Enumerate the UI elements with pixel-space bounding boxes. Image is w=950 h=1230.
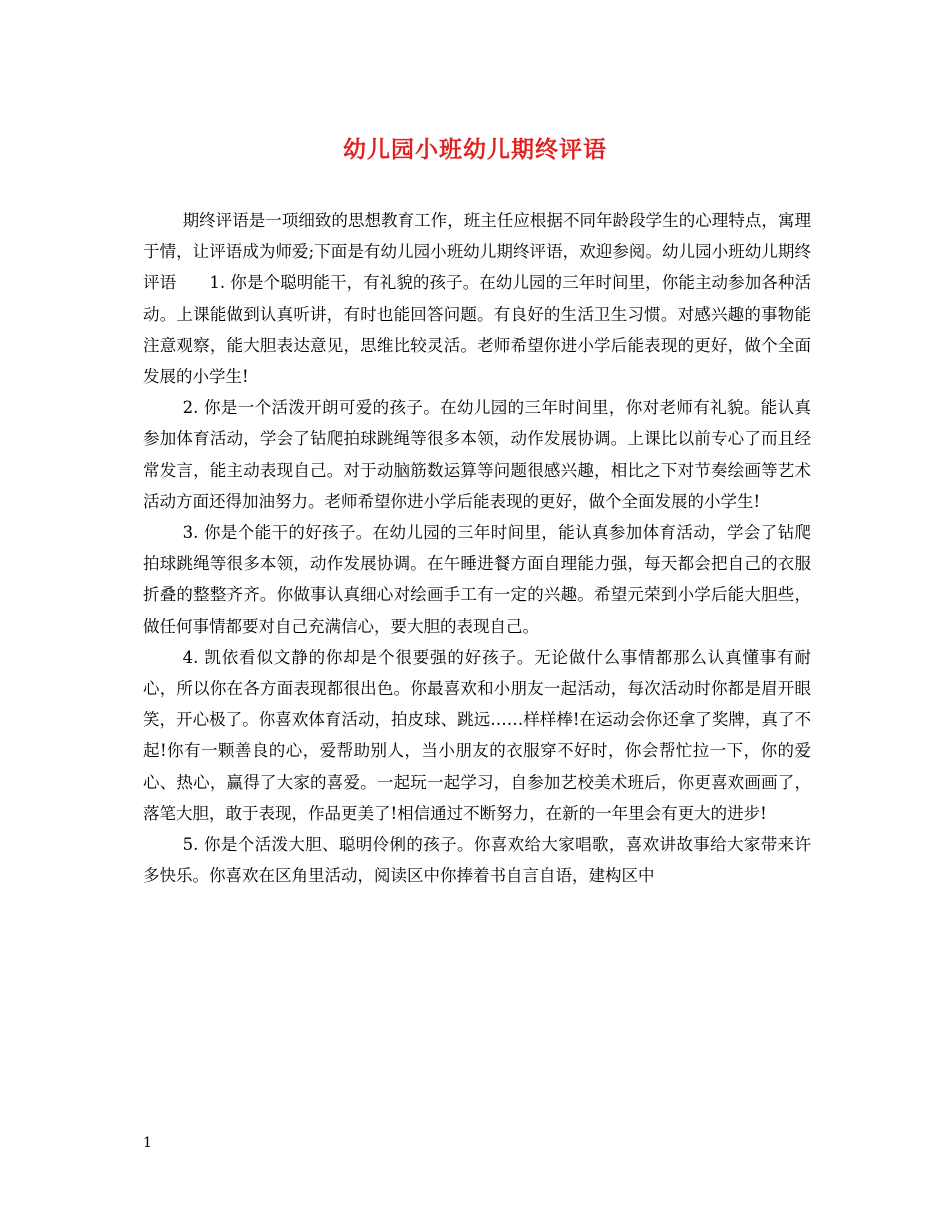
page-title: 幼儿园小班幼儿期终评语 <box>343 136 607 163</box>
paragraph-comment-5: 5. 你是个活泼大胆、聪明伶俐的孩子。你喜欢给大家唱歌，喜欢讲故事给大家带来许多快乐。你喜欢在区角里活动，阅读区中你捧着书自言自语，建构区中 <box>143 835 811 886</box>
paragraph-comment-2: 2. 你是一个活泼开朗可爱的孩子。在幼儿园的三年时间里，你对老师有礼貌。能认真参加体育活动，学会了钻爬拍球跳绳等很多本领，动作发展协调。上课比以前专心了而且经常发言，能主动表现自己。对于动脑筋数运算等问题很感兴趣，相比之下对节奏绘画等艺术活动方面还得加油努力。老师希望你进小学后能表现的更好，做个全面发展的小学生! <box>143 398 811 511</box>
paragraph-comment-3: 3. 你是个能干的好孩子。在幼儿园的三年时间里，能认真参加体育活动，学会了钻爬拍球跳绳等很多本领，动作发展协调。在午睡进餐方面自理能力强，每天都会把自己的衣服折叠的整整齐齐。你做事认真细心对绘画手工有一定的兴趣。希望元荣到小学后能大胆些，做任何事情都要对自己充满信心，要大胆的表现自己。 <box>143 523 811 636</box>
paragraph-comment-4: 4. 凯依看似文静的你却是个很要强的好孩子。无论做什么事情都那么认真懂事有耐心，所以你在各方面表现都很出色。你最喜欢和小朋友一起活动，每次活动时你都是眉开眼笑，开心极了。你喜欢体育活动，拍皮球、跳远……样样棒!在运动会你还拿了奖牌，真了不起!你有一颗善良的心，爱帮助别人，当小朋友的衣服穿不好时，你会帮忙拉一下，你的爱心、热心，赢得了大家的喜爱。一起玩一起学习，自参加艺校美术班后，你更喜欢画画了，落笔大胆，敢于表现，作品更美了!相信通过不断努力，在新的一年里会有更大的进步! <box>143 647 811 823</box>
paragraph-intro: 期终评语是一项细致的思想教育工作，班主任应根据不同年龄段学生的心理特点，寓理于情，让评语成为师爱;下面是有幼儿园小班幼儿期终评语，欢迎参阅。幼儿园小班幼儿期终评语 1. 你是个聪明能干，有礼貌的孩子。在幼儿园的三年时间里，你能主动参加各种活动。上课能做到认真听讲，有时也能回答问题。有良好的生活卫生习惯。对感兴趣的事物能注意观察，能大胆表达意见，思维比较灵活。老师希望你进小学后能表现的更好，做个全面发展的小学生! <box>143 211 811 387</box>
page-number: 1 <box>143 1135 152 1151</box>
document-body <box>143 205 811 891</box>
